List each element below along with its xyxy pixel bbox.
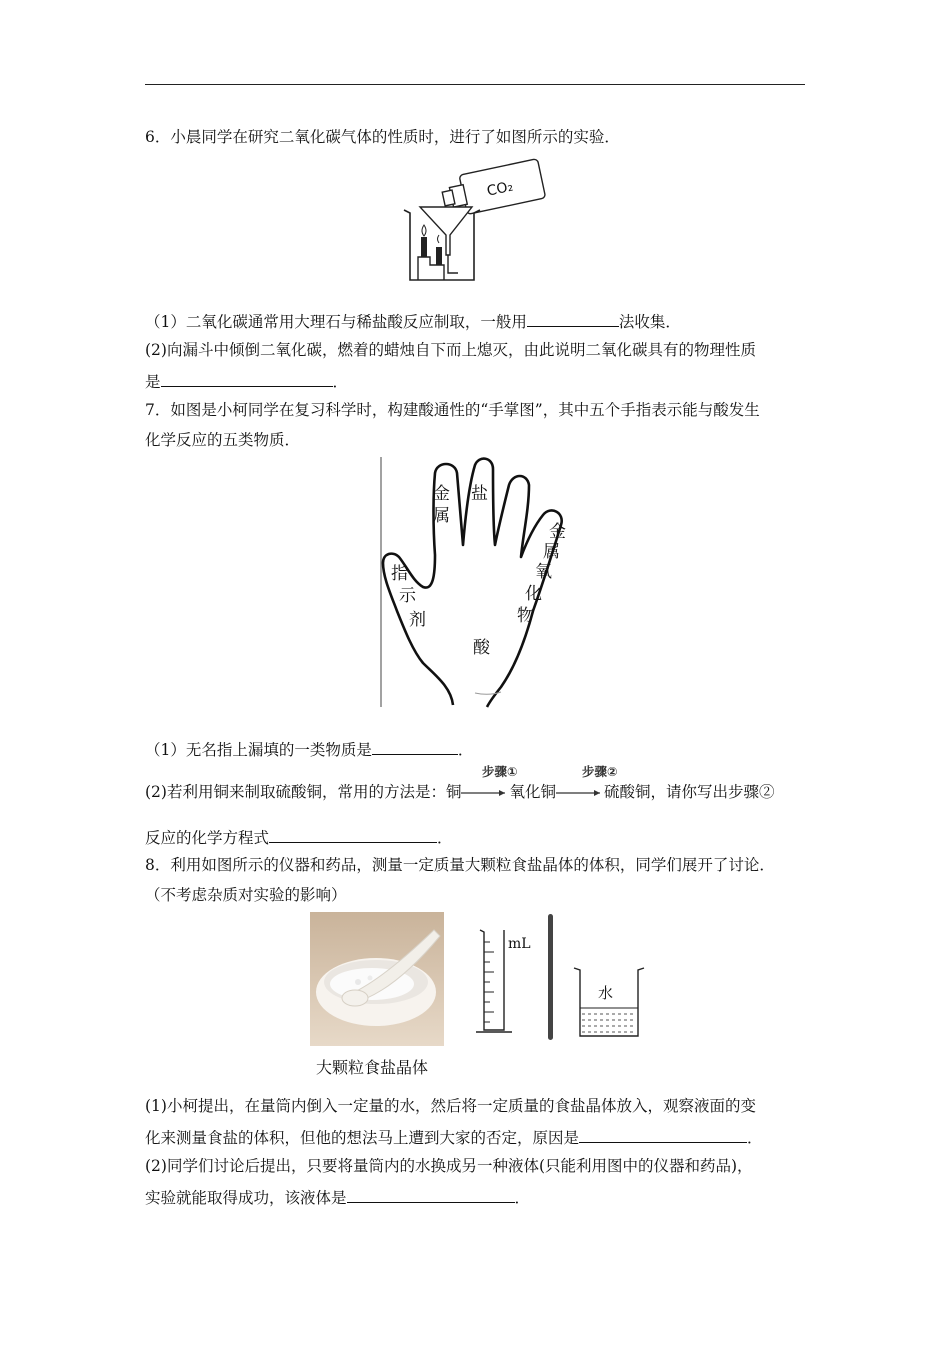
q7-part1-text: （1）无名指上漏填的一类物质是 bbox=[145, 741, 372, 759]
q7-part2-text: (2)若利用铜来制取硫酸铜，常用的方法是：铜 bbox=[145, 783, 462, 801]
q8-stem: 8．利用如图所示的仪器和药品，测量一定质量大颗粒食盐晶体的体积，同学们展开了讨论． bbox=[145, 856, 775, 874]
q7-answer-blank-2[interactable] bbox=[269, 826, 437, 843]
co2-candle-experiment-figure bbox=[400, 155, 560, 285]
q8-answer-blank-1[interactable] bbox=[579, 1126, 747, 1143]
acid-hand-diagram bbox=[375, 455, 585, 710]
finger-little-label-3: 氧 bbox=[535, 562, 552, 582]
step1-label: 步骤① bbox=[482, 764, 518, 779]
q6-stem: 6．小晨同学在研究二氧化碳气体的性质时，进行了如图所示的实验． bbox=[145, 128, 620, 146]
reaction-arrow-2 bbox=[556, 787, 604, 799]
palm-label: 酸 bbox=[473, 638, 490, 658]
finger-little-label-4: 化 bbox=[525, 584, 542, 604]
reaction-arrow-1 bbox=[461, 787, 509, 799]
finger-little-label-1: 金 bbox=[549, 522, 566, 542]
step2-label: 步骤② bbox=[582, 764, 618, 779]
apparatus-figure bbox=[470, 912, 650, 1044]
q6-part2-tail: ． bbox=[332, 373, 349, 391]
q8-part2-line2-text: 实验就能取得成功，该液体是 bbox=[145, 1189, 347, 1207]
cylinder-unit-label: mL bbox=[508, 936, 531, 952]
salt-crystal-photo bbox=[310, 912, 444, 1046]
q8-answer-blank-2[interactable] bbox=[347, 1186, 515, 1203]
beaker-water-label: 水 bbox=[598, 984, 614, 1002]
q8-note: （不考虑杂质对实验的影响） bbox=[145, 886, 347, 904]
q6-part2-line1: (2)向漏斗中倾倒二氧化碳，燃着的蜡烛自下而上熄灭，由此说明二氧化碳具有的物理性质 bbox=[145, 341, 756, 359]
finger-index-label-2: 属 bbox=[433, 506, 450, 526]
q7-part2-tail: 硫酸铜，请你写出步骤② bbox=[603, 783, 775, 801]
finger-little-label-2: 属 bbox=[543, 542, 560, 562]
q7-part2-copper-oxide: 氧化铜 bbox=[509, 783, 556, 801]
finger-index-label-1: 金 bbox=[433, 484, 450, 504]
q7-part2 bbox=[145, 782, 775, 802]
q6-part1-text: （1）二氧化碳通常用大理石与稀盐酸反应制取，一般用 bbox=[145, 313, 527, 331]
q8-part1-line1: (1)小柯提出，在量筒内倒入一定量的水，然后将一定质量的食盐晶体放入，观察液面的变 bbox=[145, 1097, 756, 1115]
finger-thumb-label-1: 指 bbox=[391, 564, 408, 584]
q6-answer-blank-1[interactable] bbox=[527, 310, 619, 327]
q7-part2-line2-text: 反应的化学方程式 bbox=[145, 829, 270, 847]
q7-stem-line1: 7．如图是小柯同学在复习科学时，构建酸通性的“手掌图”，其中五个手指表示能与酸发生 bbox=[145, 401, 760, 419]
finger-middle-label: 盐 bbox=[471, 484, 488, 504]
finger-thumb-label-3: 剂 bbox=[409, 610, 426, 630]
q6-part1-tail: 法收集． bbox=[618, 313, 681, 331]
q8-part1-line2 bbox=[145, 1126, 763, 1148]
q8-part2-tail: ． bbox=[514, 1189, 531, 1207]
q8-part1-line2-text: 化来测量食盐的体积，但他的想法马上遭到大家的否定，原因是 bbox=[145, 1129, 580, 1147]
q7-part2-line2 bbox=[145, 826, 453, 848]
q6-answer-blank-2[interactable] bbox=[161, 370, 333, 387]
q7-part1-tail: ． bbox=[457, 741, 474, 759]
header-rule bbox=[145, 84, 805, 85]
q6-part1 bbox=[145, 310, 681, 332]
q8-part1-tail: ． bbox=[747, 1129, 763, 1147]
finger-thumb-label-2: 示 bbox=[399, 586, 416, 606]
co2-label: CO₂ bbox=[485, 178, 515, 200]
q7-part1 bbox=[145, 738, 473, 760]
q6-part2-lead: 是 bbox=[145, 373, 161, 391]
q7-stem-line2: 化学反应的五类物质． bbox=[145, 431, 301, 449]
q8-part2-line1: (2)同学们讨论后提出，只要将量筒内的水换成另一种液体(只能利用图中的仪器和药品)， bbox=[145, 1157, 753, 1175]
q7-answer-blank-1[interactable] bbox=[372, 738, 458, 755]
q8-part2-line2 bbox=[145, 1186, 530, 1208]
q6-part2-line2 bbox=[145, 370, 348, 392]
salt-caption: 大颗粒食盐晶体 bbox=[316, 1058, 429, 1077]
finger-little-label-5: 物 bbox=[517, 606, 534, 626]
q7-part2-line2-tail: ． bbox=[437, 829, 453, 847]
